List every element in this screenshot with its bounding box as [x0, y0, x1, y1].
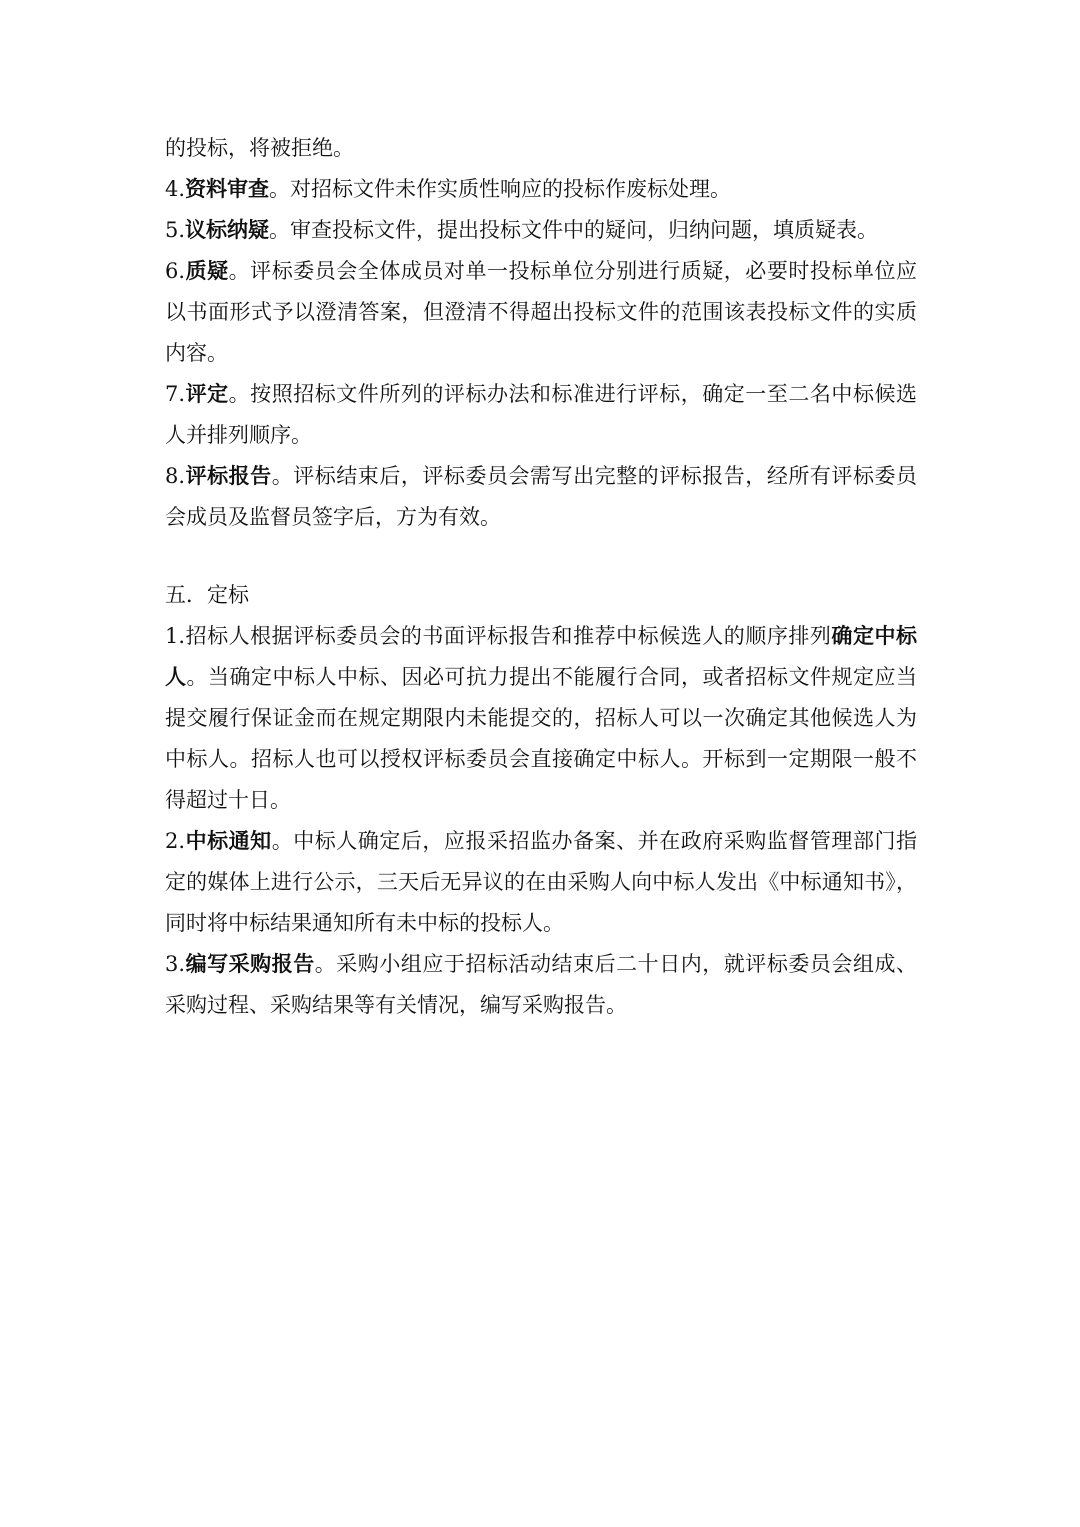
item-text: 。采购小组应于招标活动结束后二十日内，就评标委员会组成、采购过程、采购结果等有关情况，编写采购报告。 [165, 952, 918, 1017]
item-term: 确定中标人 [165, 624, 918, 689]
item-number: 1. [165, 624, 186, 648]
item-term: 编写采购报告 [185, 952, 315, 976]
item-number: 6. [165, 259, 186, 283]
item-text: 。中标人确定后，应报采招监办备案、并在政府采购监督管理部门指定的媒体上进行公示，三天后无异议的在由采购人向中标人发出《中标通知书》，同时将中标结果通知所有未中标的投标人。 [165, 829, 917, 935]
continuation-paragraph [165, 128, 917, 169]
item-text: 。评标委员会全体成员对单一投标单位分别进行质疑，必要时投标单位应以书面形式予以澄清答案，但澄清不得超出投标文件的范围该表投标文件的实质内容。 [165, 259, 918, 365]
item-number: 5. [165, 218, 186, 242]
item-5-paragraph [165, 210, 917, 251]
item-text: 。评标结束后，评标委员会需写出完整的评标报告，经所有评标委员会成员及监督员签字后，方为有效。 [165, 464, 917, 529]
section-title: 五．定标 [165, 583, 249, 607]
item-number: 3. [165, 952, 186, 976]
item-term: 中标通知 [185, 829, 272, 853]
item-text: 。审查投标文件，提出投标文件中的疑问，归纳问题，填质疑表。 [269, 218, 879, 242]
item-term: 评标报告 [185, 464, 272, 488]
item-8-paragraph [165, 456, 917, 538]
item-term: 议标纳疑 [185, 218, 270, 242]
item-4-paragraph [165, 169, 917, 210]
item-number: 7. [165, 382, 186, 406]
item-number: 4. [165, 177, 186, 201]
item-text: 。按照招标文件所列的评标办法和标准进行评标，确定一至二名中标候选人并排列顺序。 [165, 382, 918, 447]
item-lead-text: 招标人根据评标委员会的书面评标报告和推荐中标候选人的顺序排列 [185, 624, 832, 648]
item-6-paragraph [165, 251, 917, 374]
section5-item-2-paragraph [165, 821, 917, 944]
document-page [165, 128, 917, 1026]
item-text: 。当确定中标人中标、因必可抗力提出不能履行合同，或者招标文件规定应当提交履行保证金而在规定期限内未能提交的，招标人可以一次确定其他候选人为中标人。招标人也可以授权评标委员会直接确定中标人。开标到一定期限一般不得超过十日。 [165, 665, 917, 812]
item-number: 2. [165, 829, 186, 853]
continuation-text: 的投标，将被拒绝。 [165, 136, 354, 160]
item-term: 资料审查 [185, 177, 270, 201]
item-7-paragraph [165, 374, 917, 456]
section5-item-3-paragraph [165, 944, 917, 1026]
item-term: 质疑 [185, 259, 229, 283]
section-spacer [165, 538, 917, 575]
section5-item-1-paragraph [165, 616, 917, 821]
item-number: 8. [165, 464, 186, 488]
item-text: 。对招标文件未作实质性响应的投标作废标处理。 [269, 177, 732, 201]
item-term: 评定 [185, 382, 229, 406]
